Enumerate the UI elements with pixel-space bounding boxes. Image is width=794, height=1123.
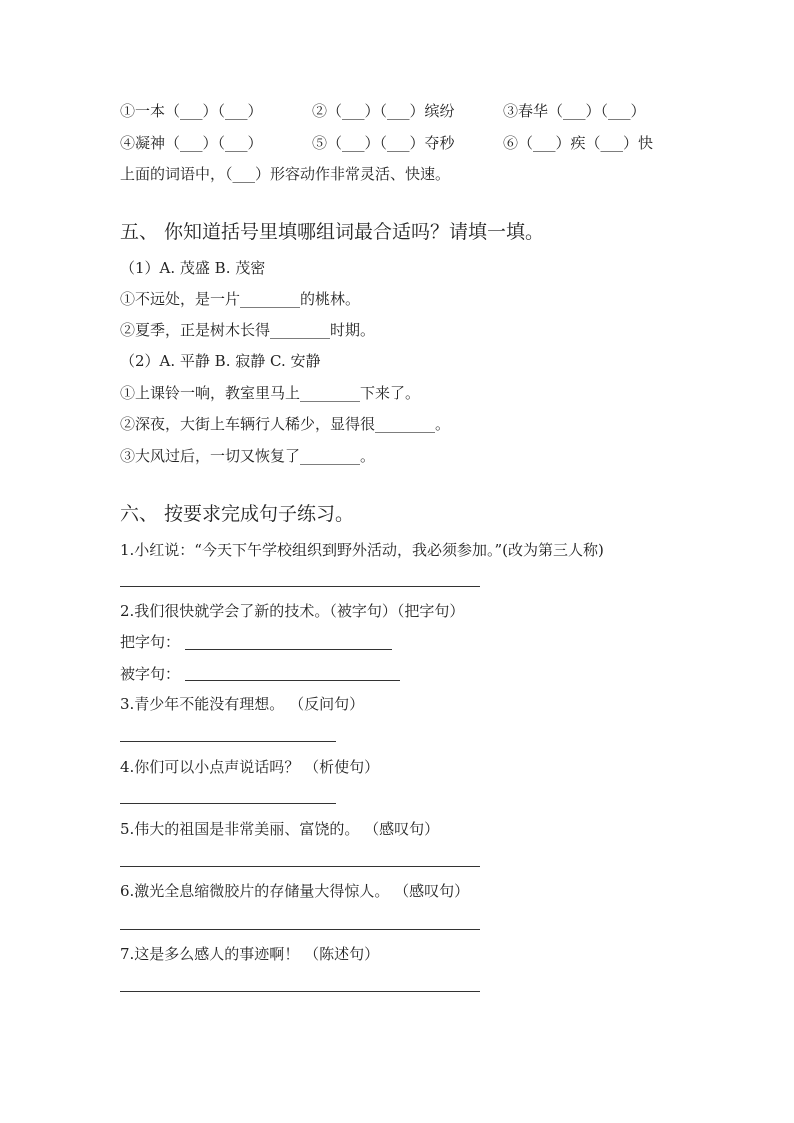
idiom-1: ①一本（___）（___）: [120, 102, 263, 120]
answer-line-6[interactable]: [120, 929, 480, 930]
answer-line-1[interactable]: [120, 586, 480, 587]
ba-sentence-label: 把字句：: [120, 633, 181, 651]
exercise-4: 4.你们可以小点声说话吗？ （析使句）: [120, 758, 380, 776]
section-five-heading: 五、 你知道括号里填哪组词最合适吗？请填一填。: [120, 221, 545, 243]
exercise-3: 3.青少年不能没有理想。 （反问句）: [120, 695, 365, 713]
q5-2-sentence-c: ③大风过后，一切又恢复了________。: [120, 447, 376, 465]
idiom-5: ⑤（___）（___）夺秒: [312, 134, 455, 152]
q5-2-sentence-b: ②深夜，大街上车辆行人稀少，显得很________。: [120, 415, 451, 433]
idiom-4: ④凝神（___）（___）: [120, 134, 263, 152]
q5-1-sentence-a: ①不远处，是一片________的桃林。: [120, 290, 361, 308]
answer-line-7[interactable]: [120, 991, 480, 992]
idiom-2: ②（___）（___）缤纷: [312, 102, 455, 120]
answer-line-bei[interactable]: [185, 680, 400, 681]
q5-2-options: （2）A. 平静 B. 寂静 C. 安静: [120, 352, 321, 370]
exercise-5: 5.伟大的祖国是非常美丽、富饶的。 （感叹句）: [120, 820, 440, 838]
exercise-1: 1.小红说：“今天下午学校组织到野外活动，我必须参加。”(改为第三人称): [120, 541, 604, 559]
q5-1-sentence-b: ②夏季，正是树木长得________时期。: [120, 321, 376, 339]
exercise-2: 2.我们很快就学会了新的技术。（被字句）（把字句）: [120, 602, 465, 620]
idiom-question: 上面的词语中，（___）形容动作非常灵活、快速。: [120, 165, 451, 183]
section-six-heading: 六、 按要求完成句子练习。: [120, 503, 355, 525]
idiom-6: ⑥（___）疾（___）快: [503, 134, 654, 152]
answer-line-ba[interactable]: [185, 649, 392, 650]
q5-2-sentence-a: ①上课铃一响，教室里马上________下来了。: [120, 384, 421, 402]
exercise-6: 6.激光全息缩微胶片的存储量大得惊人。 （感叹句）: [120, 882, 470, 900]
bei-sentence-label: 被字句：: [120, 665, 181, 683]
answer-line-3[interactable]: [120, 741, 336, 742]
answer-line-5[interactable]: [120, 866, 480, 867]
q5-1-options: （1）A. 茂盛 B. 茂密: [120, 259, 266, 277]
exercise-7: 7.这是多么感人的事迹啊！ （陈述句）: [120, 945, 380, 963]
idiom-3: ③春华（___）（___）: [503, 102, 646, 120]
answer-line-4[interactable]: [120, 803, 336, 804]
